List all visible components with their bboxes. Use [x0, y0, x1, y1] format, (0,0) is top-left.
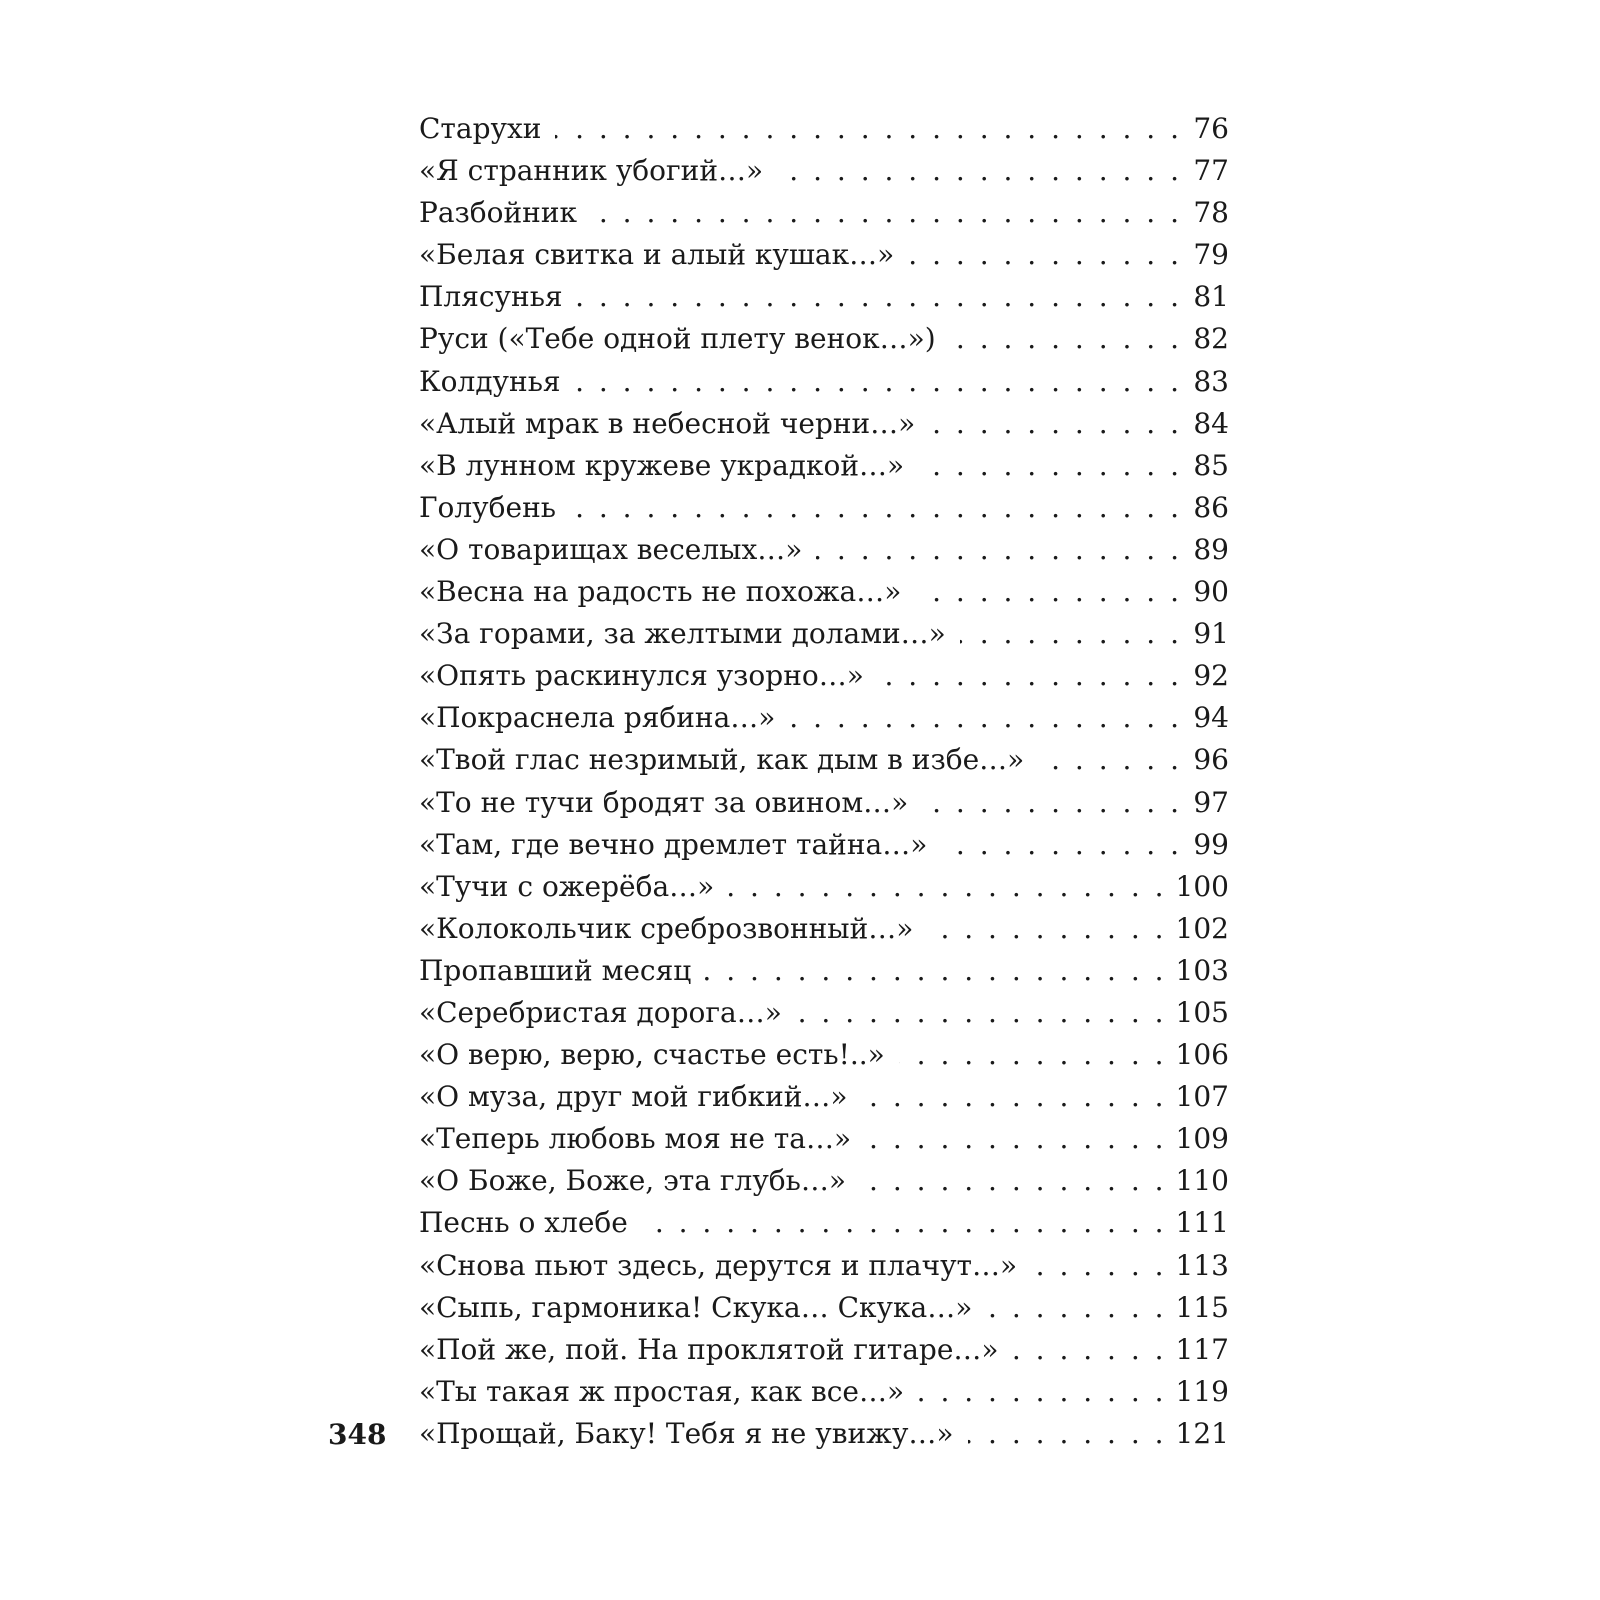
dot-leader	[960, 613, 1179, 655]
dot-leader	[860, 1160, 1164, 1202]
toc-entry	[419, 1034, 1229, 1076]
dot-leader	[555, 108, 1179, 150]
dot-leader	[915, 571, 1179, 613]
toc-entry	[419, 108, 1229, 150]
toc-entry-page: 81	[1193, 280, 1229, 314]
toc-entry-page: 92	[1193, 659, 1229, 693]
toc-entry	[419, 992, 1229, 1034]
dot-leader	[705, 950, 1163, 992]
toc-entry-title: «За горами, за желтыми долами…»	[419, 617, 946, 651]
dot-leader	[941, 824, 1179, 866]
dot-leader	[927, 908, 1163, 950]
dot-leader	[789, 697, 1179, 739]
toc-entry	[419, 824, 1229, 866]
toc-entry-page: 90	[1193, 575, 1229, 609]
toc-entry	[419, 1287, 1229, 1329]
toc-entry-title: Разбойник	[419, 196, 578, 230]
toc-entry-title: «То не тучи бродят за овином…»	[419, 785, 909, 819]
toc-entry	[419, 1245, 1229, 1287]
dot-leader	[728, 866, 1163, 908]
toc-entry	[419, 697, 1229, 739]
toc-entry-title: «Опять раскинулся узорно…»	[419, 659, 864, 693]
toc-entry-title: «О верю, верю, счастье есть!..»	[419, 1038, 885, 1072]
toc-entry-title: «Пой же, пой. На проклятой гитаре…»	[419, 1332, 999, 1366]
toc-entry-page: 83	[1193, 364, 1229, 398]
page-number: 348	[328, 1418, 387, 1451]
toc-entry-title: «Серебристая дорога…»	[419, 995, 782, 1029]
toc-entry-page: 89	[1193, 532, 1229, 566]
toc-entry	[419, 234, 1229, 276]
toc-entry-title: «Алый мрак в небесной черни…»	[419, 406, 916, 440]
toc-entry-title: «Ты такая ж простая, как все…»	[419, 1374, 905, 1408]
dot-leader	[968, 1413, 1164, 1455]
toc-entry-page: 99	[1193, 827, 1229, 861]
toc-entry-page: 121	[1175, 1416, 1229, 1450]
dot-leader	[878, 655, 1179, 697]
toc-entry-title: «Теперь любовь моя не та…»	[419, 1122, 852, 1156]
dot-leader	[570, 487, 1179, 529]
toc-entry-page: 84	[1193, 406, 1229, 440]
dot-leader	[577, 276, 1179, 318]
toc-entry-title: «О товарищах веселых…»	[419, 532, 803, 566]
toc-entry-page: 76	[1193, 112, 1229, 145]
toc-entry-title: Руси («Тебе одной плету венок…»)	[419, 322, 936, 356]
table-of-contents	[419, 108, 1229, 1455]
toc-entry-page: 94	[1193, 701, 1229, 735]
toc-entry-page: 86	[1193, 490, 1229, 524]
toc-entry-title: «Покраснела рябина…»	[419, 701, 776, 735]
toc-entry	[419, 276, 1229, 318]
toc-entry-page: 117	[1175, 1332, 1229, 1366]
toc-entry	[419, 1118, 1229, 1160]
toc-entry-title: Колдунья	[419, 364, 561, 398]
toc-entry-title: Пропавший месяц	[419, 953, 692, 987]
toc-entry-title: «Колокольчик среброзвонный…»	[419, 911, 914, 945]
dot-leader	[950, 318, 1179, 360]
toc-entry-title: «Там, где вечно дремлет тайна…»	[419, 827, 928, 861]
toc-entry-page: 78	[1193, 196, 1229, 230]
toc-entry-page: 110	[1175, 1164, 1229, 1198]
toc-entry	[419, 908, 1229, 950]
toc-entry	[419, 403, 1229, 445]
toc-entry	[419, 1076, 1229, 1118]
dot-leader	[986, 1287, 1163, 1329]
dot-leader	[1038, 739, 1179, 781]
dot-leader	[918, 1371, 1163, 1413]
toc-entry-title: «Снова пьют здесь, дерутся и плачут…»	[419, 1248, 1018, 1282]
toc-entry	[419, 487, 1229, 529]
toc-entry	[419, 318, 1229, 360]
toc-entry-title: «В лунном кружеве украдкой…»	[419, 448, 905, 482]
toc-entry	[419, 1160, 1229, 1202]
toc-entry-page: 100	[1175, 869, 1229, 903]
toc-entry-page: 85	[1193, 448, 1229, 482]
toc-entry	[419, 782, 1229, 824]
toc-entry-page: 105	[1175, 995, 1229, 1029]
dot-leader	[865, 1118, 1163, 1160]
toc-entry	[419, 571, 1229, 613]
toc-entry-page: 113	[1175, 1248, 1229, 1282]
toc-entry	[419, 1413, 1229, 1455]
toc-entry-title: «О Боже, Боже, эта глубь…»	[419, 1164, 847, 1198]
dot-leader	[1013, 1329, 1164, 1371]
dot-leader	[908, 234, 1179, 276]
toc-entry-page: 91	[1193, 617, 1229, 651]
toc-entry-title: Старухи	[419, 112, 542, 145]
dot-leader	[899, 1034, 1164, 1076]
dot-leader	[796, 992, 1164, 1034]
toc-entry-page: 109	[1175, 1122, 1229, 1156]
dot-leader	[642, 1202, 1164, 1244]
toc-entry-page: 103	[1175, 953, 1229, 987]
toc-entry-page: 102	[1175, 911, 1229, 945]
toc-entry-title: Песнь о хлебе	[419, 1206, 628, 1240]
toc-entry	[419, 1329, 1229, 1371]
toc-entry	[419, 445, 1229, 487]
toc-entry	[419, 150, 1229, 192]
toc-entry-title: «О муза, друг мой гибкий…»	[419, 1080, 848, 1114]
toc-entry	[419, 192, 1229, 234]
toc-entry-page: 77	[1193, 154, 1229, 188]
toc-entry	[419, 529, 1229, 571]
toc-entry-title: Голубень	[419, 490, 556, 524]
toc-entry-page: 97	[1193, 785, 1229, 819]
dot-leader	[591, 192, 1179, 234]
toc-entry-title: «Прощай, Баку! Тебя я не увижу…»	[419, 1416, 954, 1450]
toc-entry-page: 107	[1175, 1080, 1229, 1114]
toc-entry-page: 79	[1193, 238, 1229, 272]
toc-entry-page: 82	[1193, 322, 1229, 356]
toc-entry-title: «Я странник убогий…»	[419, 154, 764, 188]
toc-entry	[419, 739, 1229, 781]
toc-entry	[419, 361, 1229, 403]
toc-entry-title: «Весна на радость не похожа…»	[419, 575, 902, 609]
toc-entry	[419, 655, 1229, 697]
dot-leader	[929, 403, 1179, 445]
dot-leader	[816, 529, 1179, 571]
dot-leader	[777, 150, 1179, 192]
toc-entry-title: «Белая свитка и алый кушак…»	[419, 238, 895, 272]
toc-entry-page: 96	[1193, 743, 1229, 777]
toc-entry	[419, 1202, 1229, 1244]
toc-entry-page: 119	[1175, 1374, 1229, 1408]
toc-entry-page: 106	[1175, 1038, 1229, 1072]
dot-leader	[918, 445, 1179, 487]
toc-entry	[419, 950, 1229, 992]
dot-leader	[575, 361, 1179, 403]
toc-entry	[419, 1371, 1229, 1413]
toc-entry-title: «Твой глас незримый, как дым в избе…»	[419, 743, 1025, 777]
toc-entry-title: «Тучи с ожерёба…»	[419, 869, 715, 903]
dot-leader	[862, 1076, 1164, 1118]
toc-entry-title: Плясунья	[419, 280, 563, 314]
toc-entry	[419, 866, 1229, 908]
toc-entry-title: «Сыпь, гармоника! Скука… Скука…»	[419, 1290, 973, 1324]
dot-leader	[1031, 1245, 1163, 1287]
toc-entry-page: 115	[1175, 1290, 1229, 1324]
dot-leader	[922, 782, 1179, 824]
toc-entry	[419, 613, 1229, 655]
toc-entry-page: 111	[1175, 1206, 1229, 1240]
